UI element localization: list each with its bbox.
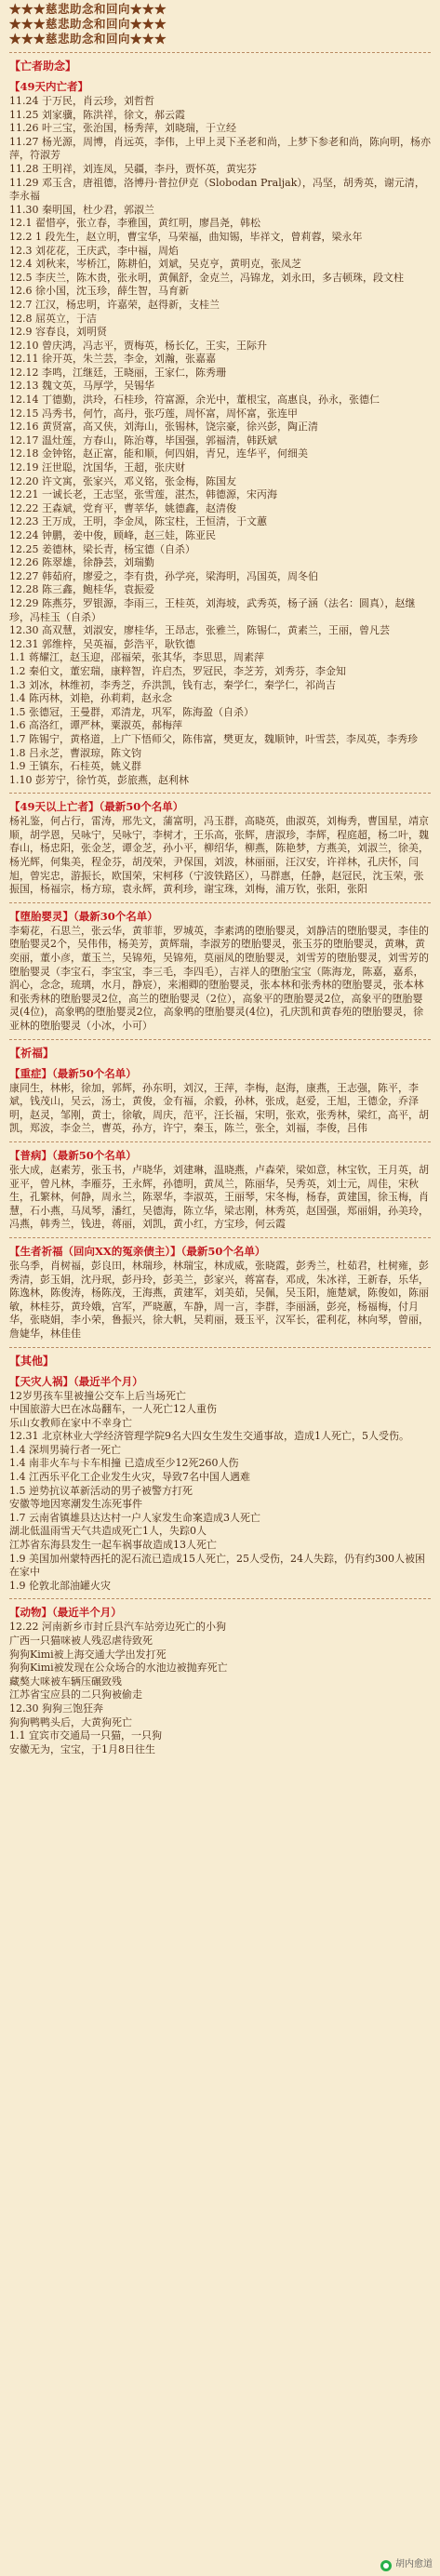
subsection-severe-illness [9, 1066, 431, 1136]
list-item: 12.16 黄贤富，高又侠，刘海山，张锡林，饶宗豪，徐兴彭，陶正清 [9, 420, 318, 434]
divider [9, 1598, 431, 1599]
list-item: 12.22 王森斌，党育平，曹莘华，姚德鑫，赵清俊 [9, 501, 236, 514]
header-line: ★★★慈悲助念和回向★★★ [9, 2, 167, 16]
list-item: 1.4 南非火车与卡车相撞 已造成至少12死260人伤 [9, 1457, 239, 1470]
subsection-within-49-days [9, 79, 431, 787]
list-item: 12.28 陈三鑫，鲍桂华，袁振爱 [9, 583, 154, 596]
list-item: 11.25 刘家骥，陈洪祥，徐文，郝云霞 [9, 108, 185, 121]
name-list [9, 1082, 431, 1136]
header-line: ★★★慈悲助念和回向★★★ [9, 17, 167, 31]
subsection-common-illness [9, 1148, 431, 1232]
section-blessing [9, 1046, 431, 1341]
list-item: 江苏省东海县发生一起车祸事故造成13人死亡 [9, 1539, 217, 1552]
list-item: 12.19 汪世聪，沈国华，王超，张庆财 [9, 461, 185, 474]
list-item: 张大成，赵素芳，张玉书，卢晓华，刘建琳，温晓燕，卢森荣，梁如意，林宝钦，王月英，胡亚平，曾凡林，李雁芬，王永辉，孙德明，黄凤兰，陈丽华，吴秀英，刘士元，周佳，宋秋生，孔繁林，何静，周永兰，陈翠华，李淑英，王丽琴，宋冬梅，杨春，黄建国，徐玉梅，肖慧，石小燕，马凤琴，潘红，吴德海，陈立华，梁志刚，林秀英，赵国强，郑丽娟，孙美玲，冯燕，韩秀兰，钱进，蒋丽，刘凯，黄小红，方宝珍，何云霞 [9, 1163, 429, 1231]
subsection-title: 【生者祈福（回向XX的冤亲债主）】（最新50个名单） [9, 1244, 266, 1258]
list-item: 12.21 一诚长老，王志坚，张雪莲，湛杰，韩德源，宋丙海 [9, 488, 277, 501]
list-item: 12.20 许文寓，张家兴，邓义铭，张金梅，陈国友 [9, 474, 236, 487]
list-item: 1.7 云南省镇雄县达达村一户人家发生命案造成3人死亡 [9, 1511, 260, 1524]
list-item: 11.30 秦明国，杜少君，郭淑兰 [9, 203, 154, 216]
name-list [9, 1164, 431, 1232]
divider [9, 793, 431, 794]
list-item: 安徽等地因寒潮发生冻死事件 [9, 1498, 142, 1511]
subsection-title: 【重症】（最新50个名单） [9, 1066, 137, 1080]
list-item: 12.14 丁德勤，洪玲，石桂珍，符富源，余光中，董根宝，高惠良，孙永，张德仁 [9, 394, 380, 407]
divider [9, 1141, 431, 1142]
list-item: 湖北低温雨雪天气共造成死亡1人，失踪0人 [9, 1525, 207, 1538]
subsection-living-blessing [9, 1244, 431, 1341]
list-item: 12.30 高双慧，刘淑安，廖桂华，王昂志，张雅兰，陈锡仁，黄素兰，王丽，曾凡芸 [9, 624, 390, 637]
list-item: 1.9 伦敦北部油罐火灾 [9, 1579, 111, 1592]
section-title: 【亡者助念】 [9, 60, 77, 73]
list-item: 广西一只猫咪被人残忍虐待致死 [9, 1635, 153, 1647]
event-list [9, 1621, 431, 1756]
subsection-title: 【49天内亡者】 [9, 80, 89, 93]
section-title: 【其他】 [9, 1354, 55, 1368]
list-item: 12.9 容春良，刘明贤 [9, 326, 107, 339]
list-item: 12.22 河南新乡市封丘县汽车站旁边死亡的小狗 [9, 1621, 226, 1634]
divider [9, 52, 431, 53]
list-item: 12.29 陈燕芬，罗银源，李雨三，王桂英，刘海坡，武秀英，杨子涵（法名：圆真），赵继珍，冯桂玉（自杀） [9, 596, 416, 623]
list-item: 1.2 秦伯文，董宏瑞，康粹智，许启杰，罗冠民，李芝芳，刘秀芬，李金知 [9, 664, 346, 677]
list-item: 李菊花，石思兰，张云华，黄菲菲，罗城英，李素鸿的堕胎婴灵，刘静洁的堕胎婴灵，李佳的堕胎婴灵2个，吴伟伟，杨美芳，黄辉瑞，李淑芳的堕胎婴灵，张玉芬的堕胎婴灵，黄琳，黄奕丽，董小彦，董玉兰，吴锦苑，吴锦苑，莫丽凤的堕胎婴灵，刘雪芳的堕胎婴灵，刘雪芳的堕胎婴灵（李宝石，李宝宝，李三毛，李四毛），吉祥人的堕胎宝宝（陈海龙，陈嘉，嘉系，润心，念念，琉璃，水月，静宸），来湘卿的堕胎婴灵，张本林和张秀林的堕胎婴灵，张本林和张秀林的堕胎婴灵2位，高兰的堕胎婴灵（2位），高象平的堕胎婴灵2位，高象平的堕胎婴灵(4位)，高象鸭的堕胎婴灵2位，高象鸭的堕胎婴灵(4位)，孔庆凯和黄春苑的堕胎婴灵，徐亚林的堕胎婴灵（小冰，小可） [9, 924, 429, 1032]
subsection-animals [9, 1605, 431, 1756]
list-item: 张乌季，肖树福，彭良田，林瑞珍，林瑞宝，林成威，张晓霞，彭秀兰，杜茹君，杜树雍，彭秀清，彭玉娟，沈丹珉，彭丹玲，彭美兰，彭家兴，蒋富春，邓成，朱冰祥，王新春，乐华，陈逸林，陈俊涛，杨陈茂，王海燕，黄建军，刘美茹，吴佩，吴玉阳，施楚斌，陈俊如，陈丽敏，林桂芬，黄玲娥，宫军，严晓蕙，车静，周一言，李群，李丽涵，彭亮，杨福梅，付月华，张晓娟，李小荣，鲁振兴，徐大帆，吴莉丽，聂玉平，汉军长，霍利花，林向琴，曾丽，詹婕华，林佳佳 [9, 1259, 429, 1340]
list-item: 12.3 刘花花，王庆武，李中福，周焰 [9, 244, 179, 257]
list-item: 1.4 江西乐平化工企业发生火灾，导致7名中国人遇难 [9, 1471, 250, 1484]
list-item: 12.27 韩茹府，廖爱之，李有贵，孙学亮，梁海明，冯国英，周冬伯 [9, 569, 318, 582]
list-item: 12.24 钟鹏，姜中俊，顾峰，赵三娃，陈亚民 [9, 529, 216, 541]
list-item: 江苏省宝应县的二只狗被偷走 [9, 1688, 142, 1702]
list-item: 12.30 狗狗三饱狂奔 [9, 1702, 103, 1715]
event-list [9, 1390, 431, 1594]
watermark-text: 胡内愈道 [395, 2559, 433, 2570]
subsection-aborted-spirits [9, 909, 431, 1034]
list-item: 狗狗Kimi被上海交通大学出发打死 [9, 1648, 167, 1661]
divider [9, 902, 431, 903]
list-item: 1.1 蒋耀江，赵玉迎，邵福荣，张其华，李思思，周素萍 [9, 651, 264, 664]
list-item: 12.8 屈英立，于洁 [9, 312, 97, 325]
list-item: 12.4 刘秋来，岑桥江，陈耕伯，刘斌，吴克亨，黄明克，张凤芝 [9, 258, 301, 271]
list-item: 1.9 王镇东，石桂英，姚义群 [9, 760, 141, 773]
list-item: 12.15 冯秀书，何竹，高丹，张巧莲，周怀富，周怀富，张连甲 [9, 407, 298, 420]
name-list [9, 815, 431, 897]
list-item: 12.5 李庆兰，陈木贵，张永明，黄佩舒，金克兰，冯锦龙，刘永田，多吉顿珠，段文柱 [9, 271, 404, 284]
list-item: 1.3 刘冰，林维初，李秀芝，乔洪凯，钱有志，秦学仁，秦学仁，祁尚吉 [9, 678, 336, 691]
list-item: 12.6 徐小国，沈玉珍，薛生智，马育新 [9, 285, 189, 298]
list-item: 1.9 美国加州蒙特西托的泥石流已造成15人死亡，25人受伤，24人失踪，仍有约300人被困在家中 [9, 1552, 425, 1579]
divider [9, 1347, 431, 1348]
subsection-title: 【天灾人祸】（最近半个月） [9, 1374, 143, 1388]
subsection-disasters [9, 1374, 431, 1594]
list-item: 12.2 1 段先生，赵立明，曹宝华，马荣福，曲知锡，毕祥文，曾莉蓉，梁永年 [9, 230, 363, 243]
subsection-over-49-days [9, 799, 431, 897]
list-item: 12.7 江汉，杨忠明，许嘉荣，赵得新，支桂兰 [9, 298, 220, 311]
list-item: 中国旅游大巴在冰岛翻车，一人死亡12人重伤 [9, 1403, 217, 1416]
watermark [380, 2558, 433, 2572]
wechat-icon [380, 2560, 392, 2571]
list-item: 12.18 金钟铭，赵正富，能和顺，何四娟，青兄，连华平，何细美 [9, 447, 308, 460]
list-item: 12.11 徐开英，朱兰芸，李金，刘瀚，张嘉嘉 [9, 353, 216, 366]
subsection-title: 【动物】（最近半个月） [9, 1606, 122, 1620]
divider [9, 1039, 431, 1040]
list-item: 11.27 杨光源，周博，肖远英，李伟，上甲上灵下圣老和尚，上梦下参老和尚，陈向明，杨亦萍，符淑芳 [9, 135, 431, 162]
list-item: 1.5 张德冠，王曼群，邓清龙，巩军，陈海盈（自杀） [9, 705, 254, 718]
list-item: 1.8 吕永芝，曹淑琼，陈文钧 [9, 746, 141, 759]
list-item: 狗狗Kimi被发现在公众场合的水池边被抛弃死亡 [9, 1662, 228, 1675]
list-item: 1.1 宜宾市交通局一只猫，一只狗 [9, 1729, 162, 1742]
list-item: 11.24 于万民，肖云珍，刘哲哲 [9, 95, 154, 107]
list-item: 1.10 彭芳宁，徐竹英，彭旅燕，赵利林 [9, 773, 189, 786]
list-item: 12.1 翟惜亭，张立春，李雅国，黄红明，廖昌尧，韩松 [9, 217, 260, 230]
list-item: 安徽无为，宝宝，于1月8日往生 [9, 1742, 155, 1755]
list-item: 12.26 陈翠雄，徐静芸，刘瑞勤 [9, 556, 154, 569]
list-item: 1.4 陈丙林，刘艳，孙莉莉，赵永念 [9, 692, 172, 705]
subsection-title: 【堕胎婴灵】（最新30个名单） [9, 909, 158, 923]
list-item: 12.12 李鸣，江继廷，王晓丽，王家仁，陈秀珊 [9, 366, 226, 379]
list-item: 藏獒大咪被车辆压碾致残 [9, 1675, 122, 1688]
section-other [9, 1354, 431, 1757]
list-item: 1.6 高洛红，谭严林，粟淑英，郝梅萍 [9, 719, 182, 732]
divider [9, 1237, 431, 1238]
list-item: 乐山女教师在家中不幸身亡 [9, 1416, 132, 1429]
name-list [9, 925, 431, 1034]
list-item: 1.5 逆势抗议革新活动的男子被警方打死 [9, 1484, 193, 1497]
list-item: 康同生，林彬，徐加，郭辉，孙东明，刘汉，王萍，李梅，赵海，康燕，王志强，陈平，李斌，钱茂山，吴云，汤士，黄俊，金有福，余毅，孙林，张成，赵爱，王旭，王德金，乔泽明，赵灵，邹刚，黄士，徐敏，周庆，范平，汪长福，宋明，张欢，张秀林，梁红，高平，胡凯，郑波，李金兰，曹英，孙方，许宁，秦玉，陈兰，张全，刘福，李俊，吕伟 [9, 1081, 429, 1135]
section-title: 【祈福】 [9, 1046, 55, 1060]
list-item: 12.23 王万成，王明，李金凤，陈宝柱，王恒清，于文蕙 [9, 515, 267, 528]
list-item: 11.26 叶三宝，张治国，杨秀萍，刘晓瑞，于立经 [9, 122, 236, 135]
header-line: ★★★慈悲助念和回向★★★ [9, 32, 167, 46]
list-item: 杨礼鉴，何占行，雷涛，邢先文，蒲富明，冯玉群，高晓英，曲淑英，刘梅秀，曹国星，靖京顺，胡学恩，吴咏宁，吴咏宁，李树才，王乐高，张辉，唐淑珍，李辉，程庭超，杨二叶，魏春山，杨忠阳，张金芝，谭金芝，孙小平，柳绍华，柳燕，陈艳梦，方燕美，刘淑兰，徐美，杨光辉，何集美，程金芬，胡茂荣，尹保国，刘波，林丽丽，汪汉安，许祥林，孔庆怀，闫旭，曾宪忠，游振长，欧国荣，宋柯移（宁波铁路区），马群惠，任静，赵冠民，沈玉荣，张振国，杨福宗，杨方琼，袁永辉，黄利珍，谢宝珠，刘梅，浦万钦，张阳，张阳 [9, 815, 429, 896]
list-item: 1.4 深圳男骑行者一死亡 [9, 1443, 121, 1456]
header-banner [9, 2, 431, 47]
list-item: 12.25 姜德林，梁长青，杨宝德（自杀） [9, 542, 195, 555]
name-list [9, 95, 431, 787]
subsection-title: 【49天以上亡者】（最新50个名单） [9, 800, 184, 814]
name-list [9, 1260, 431, 1341]
list-item: 12岁男孩车里被撞公交车上后当场死亡 [9, 1389, 186, 1402]
list-item: 1.7 陈锡宁，黄格道，上广下悟师父，陈伟富，樊更友，魏顺钟，叶雪芸，李凤英，李秀珍 [9, 732, 418, 745]
list-item: 狗狗鸭鸭头后，大黄狗死亡 [9, 1715, 132, 1728]
list-item: 12.10 曾庆鸿，冯志平，贾梅英，杨长亿，王实，王际升 [9, 339, 267, 352]
list-item: 11.29 邓玉含，唐祖德，洛博丹·普拉伊克（Slobodan Praljak），冯坚，胡秀英，谢元清，李永福 [9, 176, 425, 203]
list-item: 12.17 温灶莲，方春山，陈治尊，毕国强，郭福清，韩跃斌 [9, 434, 277, 447]
list-item: 11.28 王明祥，刘连凤，吴疆，李丹，贾怀英，黄宪芬 [9, 162, 257, 175]
section-deceased [9, 59, 431, 1034]
list-item: 12.31 北京林业大学经济管理学院9名大四女生发生交通事故，造成1人死亡，5人受伤。 [9, 1430, 409, 1443]
subsection-title: 【普病】（最新50个名单） [9, 1148, 137, 1162]
list-item: 12.13 魏文英，马厚学，吴锡华 [9, 380, 154, 393]
list-item: 12.31 郭维梓，吴英福，彭浩平，耿钦德 [9, 637, 195, 650]
